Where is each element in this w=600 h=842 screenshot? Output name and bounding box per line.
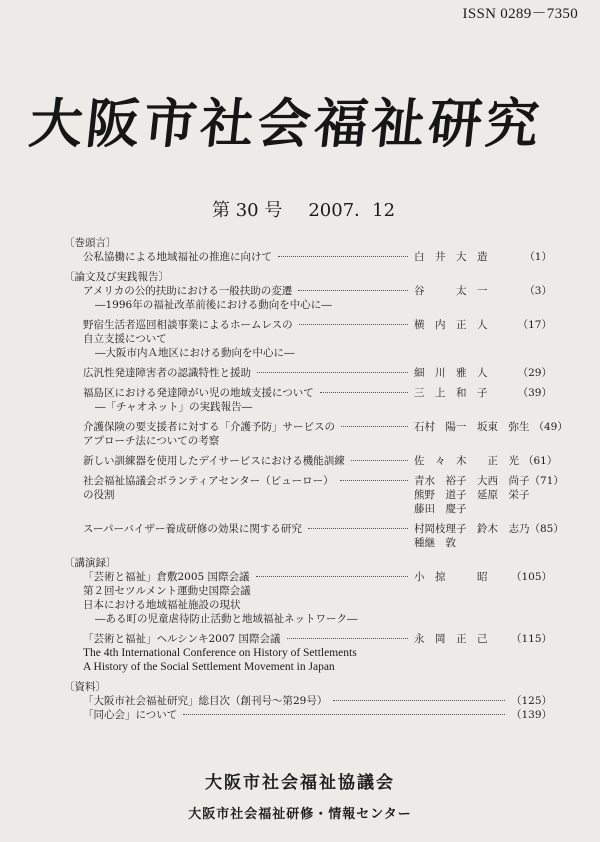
toc-entry — [64, 284, 552, 312]
toc-entry — [64, 420, 568, 448]
entry-title: 「同心会」について — [83, 709, 178, 721]
toc-entry — [64, 708, 552, 722]
entry-title: 福島区における発達障がい児の地域支援について — [83, 387, 314, 399]
section-heading: 〔資料〕 — [64, 681, 106, 693]
table-of-contents — [64, 236, 568, 728]
dot-leader — [278, 256, 408, 257]
entry-title: 野宿生活者巡回相談事業によるホームレスの — [83, 319, 293, 331]
entry-page: （3） — [524, 285, 552, 297]
entry-author-page — [414, 366, 552, 380]
entry-author-page — [414, 522, 564, 550]
entry-page: （71） — [529, 475, 564, 487]
entry-author: 佐 々 木 正 光 — [414, 455, 519, 467]
dot-leader — [183, 714, 505, 715]
entry-author: 村岡枝理子 鈴木 志乃 — [414, 523, 530, 535]
entry-title: 「大阪市社会福祉研究」総目次（創刊号～第29号） — [83, 695, 328, 707]
dot-leader — [287, 638, 408, 639]
entry-author: 小 掠 昭 — [414, 571, 488, 583]
entry-author-page — [414, 632, 552, 646]
dot-leader — [320, 392, 408, 393]
entry-author: 熊野 道子 延原 栄子 — [414, 489, 530, 501]
entry-author: 横 内 正 人 — [414, 319, 488, 331]
toc-entry — [64, 632, 552, 674]
dot-leader — [333, 700, 505, 701]
entry-author: 藤田 慶子 — [414, 503, 467, 515]
entry-page: （29） — [517, 367, 552, 379]
entry-author: 細 川 雅 人 — [414, 367, 488, 379]
journal-title: 大阪市社会福祉研究 — [26, 93, 546, 155]
entry-page: （49） — [533, 421, 568, 433]
issue-line — [212, 196, 395, 222]
entry-title-line: 日本における地域福祉施設の現状 — [83, 599, 241, 611]
entry-author: 谷 太 一 — [414, 285, 488, 297]
entry-author-page — [414, 420, 568, 434]
publisher-center: 大阪市社会福祉研修・情報センター — [188, 807, 412, 822]
entry-title: 介護保険の要支援者に対する「介護予防」サービスの — [83, 421, 335, 433]
issn-number: ISSN 0289－7350 — [462, 6, 578, 22]
entry-title: 「芸術と福祉」倉敷2005 国際会議 — [83, 571, 250, 583]
toc-entry — [64, 386, 552, 414]
dot-leader — [341, 426, 408, 427]
entry-subtitle: ―「チャオネット」の実践報告― — [95, 401, 253, 413]
entry-author: 青水 裕子 大西 尚子 — [414, 475, 530, 487]
dot-leader — [308, 528, 408, 529]
issue-number: 第 30 号 — [212, 200, 283, 221]
section-heading: 〔論文及び実践報告〕 — [64, 271, 169, 283]
dot-leader — [298, 290, 408, 291]
entry-subtitle: ―大阪市内Ａ地区における動向を中心に― — [95, 347, 295, 359]
toc-entry — [64, 318, 552, 360]
toc-entry — [64, 366, 552, 380]
entry-author: 永 岡 正 己 — [414, 633, 488, 645]
dot-leader — [340, 480, 408, 481]
entry-title: アメリカの公的扶助における一般扶助の変遷 — [83, 285, 293, 297]
entry-title-line: 第２回セツルメント運動史国際会議 — [83, 585, 251, 597]
toc-entry — [64, 454, 558, 468]
entry-title-line: A History of the Social Settlement Movement in Japan — [83, 661, 335, 673]
entry-author-page — [414, 570, 552, 584]
dot-leader — [257, 372, 408, 373]
entry-title: スーパーバイザー養成研修の効果に関する研究 — [83, 523, 302, 535]
dot-leader — [256, 576, 408, 577]
section-heading: 〔巻頭言〕 — [64, 237, 117, 249]
entry-title: 広汎性発達障害者の認識特性と援助 — [83, 367, 251, 379]
entry-author: 石村 陽一 坂東 弥生 — [414, 421, 530, 433]
toc-entry — [64, 250, 552, 264]
issue-date: 2007．12 — [308, 200, 396, 221]
toc-entry — [64, 694, 552, 708]
entry-title: 新しい訓練器を使用したデイサービスにおける機能訓練 — [83, 455, 345, 467]
section-heading: 〔講演録〕 — [64, 557, 117, 569]
entry-page: （125） — [510, 695, 552, 707]
entry-title: 社会福祉協議会ボランティアセンター（ビューロー） — [83, 475, 334, 487]
entry-page: （115） — [510, 633, 552, 645]
entry-author-page — [414, 474, 564, 516]
entry-page: （105） — [510, 571, 552, 583]
dot-leader — [351, 460, 408, 461]
entry-page: （17） — [517, 319, 552, 331]
entry-title-line2: アプローチ法についての考察 — [83, 435, 220, 447]
dot-leader — [299, 324, 408, 325]
entry-page: （85） — [529, 523, 564, 535]
entry-author-page — [414, 454, 558, 468]
entry-author-page — [414, 284, 552, 298]
entry-page: （61） — [523, 455, 558, 467]
entry-title-line2: 自立支援について — [83, 333, 167, 345]
entry-title: 「芸術と福祉」ヘルシンキ2007 国際会議 — [83, 633, 281, 645]
entry-author: 白 井 大 造 — [414, 251, 488, 263]
entry-title-line2: の役割 — [83, 489, 115, 501]
entry-page: （139） — [510, 709, 552, 721]
toc-entry — [64, 522, 564, 550]
publisher-name: 大阪市社会福祉協議会 — [205, 773, 395, 793]
entry-author-page — [414, 250, 552, 264]
entry-page: （1） — [524, 251, 552, 263]
entry-author-page — [414, 318, 552, 332]
entry-subtitle: ―ある町の児童虐待防止活動と地域福祉ネットワーク― — [95, 613, 358, 625]
entry-title-line: The 4th International Conference on History of Settlements — [83, 647, 357, 659]
entry-page: （39） — [517, 387, 552, 399]
entry-author: 三 上 和 子 — [414, 387, 488, 399]
entry-author-page — [414, 386, 552, 400]
entry-author: 種継 敦 — [414, 537, 456, 549]
entry-title: 公私協働による地域福祉の推進に向けて — [83, 251, 272, 263]
toc-entry — [64, 570, 552, 626]
entry-subtitle: ―1996年の福祉改革前後における動向を中心に― — [95, 299, 332, 311]
toc-entry — [64, 474, 564, 516]
